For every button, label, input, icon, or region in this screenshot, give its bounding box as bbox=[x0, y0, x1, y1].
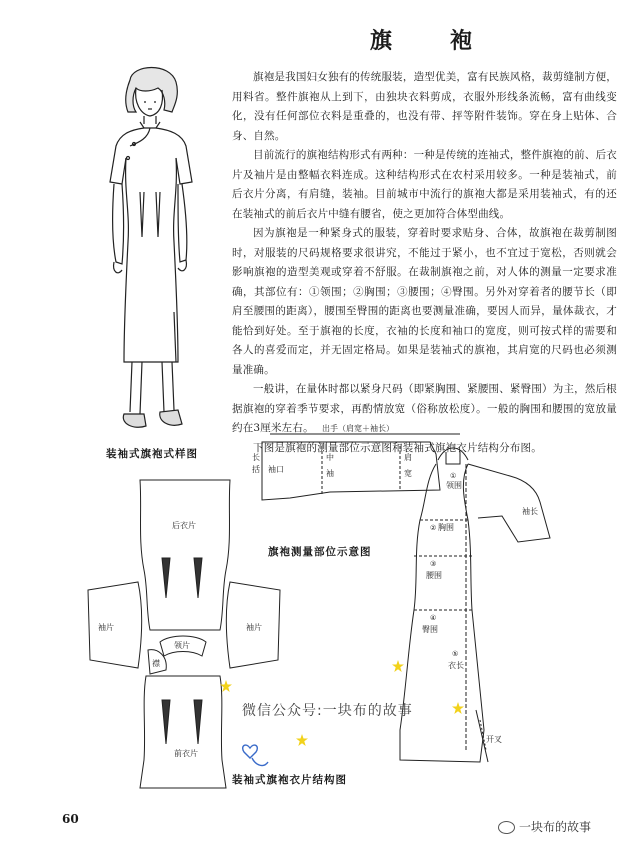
watermark-text: 微信公众号:一块布的故事 bbox=[242, 703, 413, 719]
star-icon bbox=[296, 734, 308, 746]
style-caption: 装袖式旗袍式样图 bbox=[106, 448, 198, 460]
measure-n2: ② bbox=[430, 524, 437, 532]
pattern-collar-label: 领片 bbox=[174, 641, 190, 650]
star-icon bbox=[452, 702, 464, 714]
measure-n1: ① bbox=[450, 472, 457, 480]
measure-slit: 开叉 bbox=[486, 735, 502, 744]
footer-text: 一块布的故事 bbox=[519, 820, 592, 834]
measure-sleeve: 袖长 bbox=[522, 507, 538, 516]
measure-n5: ⑤ bbox=[452, 650, 459, 658]
measure-n3: ③ bbox=[430, 560, 437, 568]
measure-caption: 旗袍测量部位示意图 bbox=[268, 546, 372, 558]
measure-cuff-b: 括 bbox=[252, 465, 260, 474]
pattern-back-label: 后衣片 bbox=[172, 521, 196, 530]
measure-mid-a: 中 bbox=[326, 453, 334, 462]
measure-cuff-a: 长 bbox=[252, 453, 260, 462]
measure-shoulder-a: 肩 bbox=[404, 453, 412, 462]
page-title: 旗 袍 bbox=[370, 28, 491, 54]
star-icon bbox=[220, 680, 232, 692]
paragraph-5: 下图是旗袍的测量部位示意图和装袖式旗袍衣片结构分布图。 bbox=[253, 441, 542, 454]
qipao-style-illustration bbox=[90, 62, 230, 447]
page-number: 60 bbox=[62, 812, 79, 826]
paragraph-4: 一般讲，在量体时都以紧身尺码（即紧胸围、紧腰围、紧臀围）为主，然后根据旗袍的穿着季节要求，再酌情放宽（俗称放松度）。一般的胸围和腰围的宽放量约在3厘米左右。 bbox=[232, 383, 617, 434]
wechat-logo-icon bbox=[498, 821, 515, 834]
measure-collar: 领围 bbox=[446, 481, 462, 490]
measure-hip: 臀围 bbox=[422, 625, 438, 634]
measure-shoulder-b: 宽 bbox=[404, 469, 412, 478]
measure-top-label: 出手（肩宽＋袖长） bbox=[322, 424, 394, 433]
pattern-lapel-label: 襟 bbox=[152, 659, 160, 668]
paragraph-3: 因为旗袍是一种紧身式的服装，穿着时要求贴身、合体，故旗袍在裁剪制图时，对服装的尺码规格要求很讲究，不能过于紧小，也不宜过于宽松，否则就会影响旗袍的造型美观或穿着不舒服。在裁制旗袍之前，对人体的测量一定要求准确，其部位有：①领围；②胸围；③腰围；④臀围。另外对穿着者的腰节长（即肩至腰围的距离），腰围至臀围的距离也要测量准确，要因人而异，量体裁衣，才能恰到好处。至于旗袍的长度，衣袖的长度和袖口的宽度，则可按式样的需要和各人的喜爱而定，并无固定格局。如果是装袖式的旗袍，其肩宽的尺码也必须测量准确。 bbox=[232, 227, 617, 376]
pattern-caption: 装袖式旗袍衣片结构图 bbox=[232, 774, 347, 786]
article-body bbox=[232, 68, 617, 458]
measure-waist: 腰围 bbox=[426, 571, 442, 580]
paragraph-2: 目前流行的旗袍结构形式有两种：一种是传统的连袖式，整件旗袍的前、后衣片及袖片是由整幅衣料连成。这种结构形式在农村采用较多。一种是装袖式，前后衣片分离，有肩缝，装袖。目前城市中流行的旗袍大都是采用装袖式，有的还在装袖式的前后衣片中缝有腰省，使之更加符合体型曲线。 bbox=[232, 149, 617, 220]
pattern-sleeve-left-label: 袖片 bbox=[98, 623, 114, 632]
footer-attribution bbox=[498, 818, 591, 835]
measure-cuff: 袖口 bbox=[268, 465, 284, 474]
measure-mid-b: 袖 bbox=[326, 469, 334, 478]
measure-chest: 胸围 bbox=[438, 523, 454, 532]
measure-n4: ④ bbox=[430, 614, 437, 622]
star-icon bbox=[392, 660, 404, 672]
measurement-diagram bbox=[250, 420, 580, 805]
pattern-front-label: 前衣片 bbox=[174, 749, 198, 758]
measure-length: 衣长 bbox=[448, 661, 464, 670]
pattern-sleeve-right-label: 袖片 bbox=[246, 623, 262, 632]
heart-icon bbox=[240, 740, 270, 770]
paragraph-1: 旗袍是我国妇女独有的传统服装，造型优美，富有民族风格，裁剪缝制方便，用料省。整件旗袍从上到下，由独块衣料剪成，衣服外形线条流畅，富有曲线变化，没有任何部位衣料是重叠的，也没有带、抨等附件装饰。穿在身上贴体、合身、自然。 bbox=[232, 71, 617, 142]
